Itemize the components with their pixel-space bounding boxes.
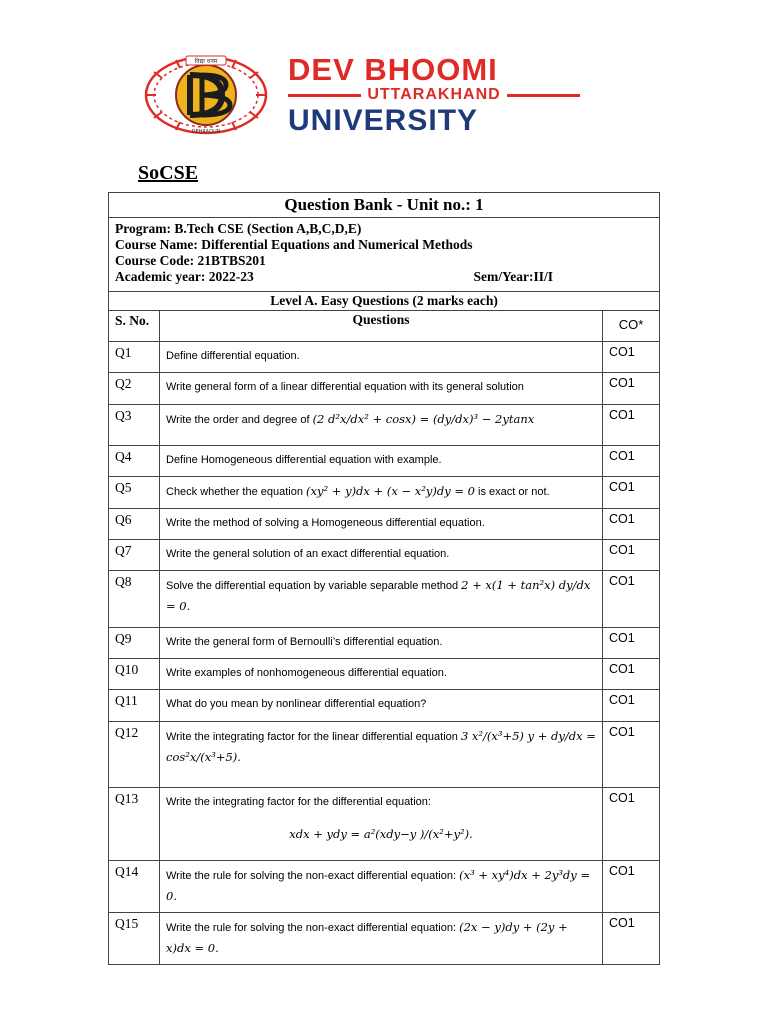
- question-co: CO1: [603, 405, 660, 446]
- course-name-line: Course Name: Differential Equations and Numerical Methods: [115, 237, 473, 252]
- question-co: CO1: [603, 509, 660, 540]
- question-text-content: Write general form of a linear differential equation with its general solution: [166, 381, 524, 393]
- page-header: [0, 0, 768, 150]
- table-row: [109, 913, 660, 965]
- question-co: CO1: [603, 861, 660, 913]
- question-co: CO1: [603, 571, 660, 628]
- university-name-line3: UNIVERSITY: [288, 104, 479, 137]
- question-co: CO1: [603, 477, 660, 509]
- question-number: Q6: [109, 509, 160, 540]
- question-number: Q12: [109, 722, 160, 788]
- question-number: Q2: [109, 373, 160, 405]
- table-row: [109, 509, 660, 540]
- question-text-after: is exact or not.: [478, 486, 550, 498]
- question-co: CO1: [603, 373, 660, 405]
- question-text-content: Write examples of nonhomogeneous differential equation.: [166, 667, 447, 679]
- question-text-content: Write the order and degree of: [166, 414, 310, 426]
- question-text: [160, 690, 603, 722]
- question-text: [160, 571, 603, 628]
- question-text: [160, 509, 603, 540]
- question-math: (xy² + y)dx + (x − x²y)dy = 0: [306, 484, 475, 498]
- table-row: [109, 571, 660, 628]
- question-text: [160, 405, 603, 446]
- question-text: [160, 342, 603, 373]
- university-name-line1: DEV BHOOMI: [288, 52, 498, 87]
- table-header-row: [109, 311, 660, 342]
- question-text-content: Write the general solution of an exact differential equation.: [166, 548, 450, 560]
- question-number: Q7: [109, 540, 160, 571]
- question-text: [160, 628, 603, 659]
- level-heading: Level A. Easy Questions (2 marks each): [109, 292, 660, 311]
- question-text-content: Write the method of solving a Homogeneous differential equation.: [166, 517, 485, 529]
- question-text-content: Write the general form of Bernoulli’s differential equation.: [166, 636, 443, 648]
- question-number: Q8: [109, 571, 160, 628]
- question-text-content: Write the rule for solving the non-exact differential equation:: [166, 870, 457, 882]
- question-math: 3 x²/(x³+5) y + dy/dx = cos²x/(x³+5).: [166, 729, 596, 764]
- sem-year: Sem/Year:II/I: [473, 269, 554, 284]
- question-text-content: Write the integrating factor for the linear differential equation: [166, 731, 458, 743]
- header-co: CO*: [603, 311, 660, 342]
- question-text: [160, 477, 603, 509]
- question-co: CO1: [603, 446, 660, 477]
- question-math: xdx + ydy = a²(xdy−y )/(x²+y²).: [289, 827, 473, 841]
- question-text-content: Check whether the equation: [166, 486, 303, 498]
- school-name: SoCSE: [138, 162, 199, 184]
- table-row: [109, 690, 660, 722]
- question-number: Q4: [109, 446, 160, 477]
- question-text-content: What do you mean by nonlinear differential equation?: [166, 698, 427, 710]
- right-dash: [507, 94, 580, 97]
- question-math: (x³ + xy⁴)dx + 2y³dy = 0.: [166, 868, 591, 903]
- question-number: Q13: [109, 788, 160, 861]
- left-dash: [288, 94, 361, 97]
- table-row: [109, 628, 660, 659]
- question-text: [160, 540, 603, 571]
- university-name-line2: [288, 86, 580, 104]
- question-text-content: Write the rule for solving the non-exact differential equation:: [166, 922, 457, 934]
- table-row: [109, 722, 660, 788]
- table-row: [109, 342, 660, 373]
- question-co: CO1: [603, 659, 660, 690]
- header-questions: Questions: [160, 311, 603, 342]
- course-info: [109, 218, 660, 292]
- table-row: [109, 405, 660, 446]
- question-text-content: Write the integrating factor for the differential equation:: [166, 796, 431, 808]
- question-number: Q5: [109, 477, 160, 509]
- question-text: [160, 722, 603, 788]
- table-row: [109, 788, 660, 861]
- table-row: [109, 477, 660, 509]
- emblem-motto: विद्या धनम: [194, 58, 218, 65]
- question-co: CO1: [603, 690, 660, 722]
- question-number: Q15: [109, 913, 160, 965]
- table-row: [109, 540, 660, 571]
- question-text-content: Define differential equation.: [166, 350, 300, 362]
- question-co: CO1: [603, 913, 660, 965]
- question-text: [160, 913, 603, 965]
- question-number: Q1: [109, 342, 160, 373]
- question-co: CO1: [603, 342, 660, 373]
- header-sno: S. No.: [109, 311, 160, 342]
- question-text: [160, 861, 603, 913]
- university-name-line2-text: UTTARAKHAND: [367, 86, 501, 103]
- table-title: Question Bank - Unit no.: 1: [109, 193, 660, 218]
- academic-year: Academic year: 2022-23: [115, 269, 254, 284]
- emblem-city: DEHRADUN: [191, 129, 221, 135]
- question-co: CO1: [603, 540, 660, 571]
- question-text: [160, 659, 603, 690]
- question-co: CO1: [603, 628, 660, 659]
- course-code-line: Course Code: 21BTBS201: [115, 253, 266, 268]
- table-row: [109, 373, 660, 405]
- question-text: [160, 788, 603, 861]
- question-number: Q14: [109, 861, 160, 913]
- question-number: Q11: [109, 690, 160, 722]
- table-row: [109, 861, 660, 913]
- question-number: Q9: [109, 628, 160, 659]
- question-math: 2 + x(1 + tan²x) dy/dx = 0.: [166, 578, 591, 613]
- question-co: CO1: [603, 788, 660, 861]
- question-math: (2x − y)dy + (2y + x)dx = 0.: [166, 920, 568, 955]
- program-line: Program: B.Tech CSE (Section A,B,C,D,E): [115, 221, 362, 236]
- table-row: [109, 659, 660, 690]
- question-text: [160, 446, 603, 477]
- question-co: CO1: [603, 722, 660, 788]
- year-row: [115, 269, 653, 285]
- question-number: Q10: [109, 659, 160, 690]
- table-row: [109, 446, 660, 477]
- question-math: (2 d²x/dx² + cosx) = (dy/dx)³ − 2ytanx: [312, 412, 535, 426]
- question-text-content: Solve the differential equation by variable separable method: [166, 580, 459, 592]
- question-text-content: Define Homogeneous differential equation with example.: [166, 454, 442, 466]
- question-text: [160, 373, 603, 405]
- university-emblem-icon: [142, 50, 270, 136]
- question-bank-table: [108, 192, 660, 965]
- question-number: Q3: [109, 405, 160, 446]
